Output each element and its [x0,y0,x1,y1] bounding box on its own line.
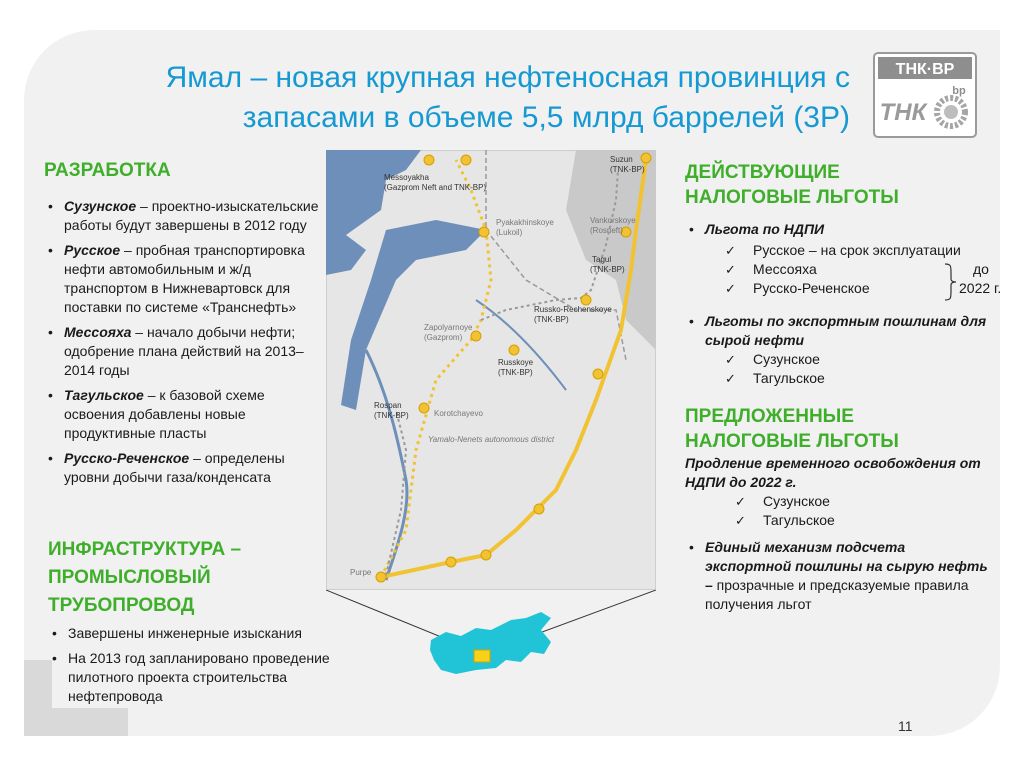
label-purpe: Purpe [350,568,372,577]
development-section [44,158,328,493]
list-item: • Сузунское – проектно-изыскательские работы будут завершены в 2012 году [44,197,328,235]
label-messoyakha: Messoyakha [384,173,429,182]
list-item: • Единый механизм подсчета экспортной пошлины на сырую нефть – прозрачные и предсказуемые правила получения льгот [685,538,995,614]
proposed-list [685,492,1015,530]
list-item: ✓ Тагульское [725,369,1015,388]
list-item: • Тагульское – к базовой схеме освоения добавлены новые продуктивные пласты [44,386,328,443]
logo-top-text: ТНК·ВР [895,61,955,78]
label-russkoye: Russkoye [498,358,534,367]
development-list [44,197,328,487]
infrastructure-list [48,624,338,706]
corner-decoration-bottom [24,708,128,736]
list-item: ✓ Мессояха [725,260,1015,279]
list-item: • Русское – пробная транспортировка нефти автомобильным и ж/д транспортом в Нижневартовск для поставки по системе «Транснефть» [44,241,328,317]
tnk-bp-logo [873,52,977,138]
list-item: ✓ Тагульское [735,511,1015,530]
export-list [685,350,1015,388]
yamal-map [326,150,656,590]
label-pyakakhinskoye: Pyakakhinskoye [496,218,554,227]
label-korotchayevo: Korotchayevo [434,409,483,418]
development-heading: РАЗРАБОТКА [44,160,171,181]
russia-shape [430,612,551,674]
label-russkoye-sub: (TNK-BP) [498,368,533,377]
current-tax-heading: ДЕЙСТВУЮЩИЕ НАЛОГОВЫЕ ЛЬГОТЫ [685,162,899,208]
label-zapolyarnoye-sub: (Gazprom) [424,333,463,342]
label-rospan: Rospan [374,401,402,410]
yamal-region-marker [474,650,490,662]
list-item: ✓ Русское – на срок эксплуатации [725,241,1015,260]
proposed-tax-heading: ПРЕДЛОЖЕННЫЕ НАЛОГОВЫЕ ЛЬГОТЫ [685,406,899,452]
infrastructure-list-wrap [48,624,338,712]
label-tagul-sub: (TNK-BP) [590,265,625,274]
russia-inset [326,590,656,690]
label-messoyakha-sub: (Gazprom Neft and TNK-BP) [384,183,487,192]
label-suzun-sub: (TNK-BP) [610,165,645,174]
list-item: • На 2013 год запланировано проведение пилотного проекта строительства нефтепровода [48,649,338,706]
year-label: 2022 г. [959,280,1002,296]
logo-bp-text: bp [952,85,966,97]
infrastructure-heading: ИНФРАСТРУКТУРА – ПРОМЫСЛОВЫЙ ТРУБОПРОВОД [48,539,242,616]
label-russko: Russko-Rechenskoye [534,305,612,314]
until-label: до [973,261,989,277]
label-vankorskoye: Vankorskoye [590,216,636,225]
tax-benefits-section [685,160,1015,620]
list-item: ✓ Сузунское [725,350,1015,369]
list-item: • Льгота по НДПИ [685,220,1015,239]
list-item: • Мессояха – начало добычи нефти; одобрение плана действий на 2013–2014 годы [44,323,328,380]
list-item: • Завершены инженерные изыскания [48,624,338,643]
slide-title: Ямал – новая крупная нефтеносная провинция с запасами в объеме 5,5 млрд баррелей (3Р) [165,61,850,134]
label-zapolyarnoye: Zapolyarnoye [424,323,473,332]
label-district: Yamalo-Nenets autonomous district [428,435,555,444]
page-number: 11 [898,718,913,734]
list-item: • Льготы по экспортным пошлинам для сырой нефти [685,312,995,350]
label-tagul: Tagul [592,255,612,264]
proposed-text: Продление временного освобождения от НДПИ до 2022 г. [685,455,981,490]
logo-mark-text: ТНК [879,99,927,126]
brace-icon [943,263,957,301]
label-suzun: Suzun [610,155,633,164]
list-item: ✓ Русско-Реченское [725,279,1015,298]
list-item: • Русско-Реченское – определены уровни добычи газа/конденсата [44,449,328,487]
infrastructure-section [48,536,318,620]
list-item: ✓ Сузунское [735,492,1015,511]
label-rospan-sub: (TNK-BP) [374,411,409,420]
label-pyakakhinskoye-sub: (Lukoil) [496,228,523,237]
ndpi-group [685,241,1015,298]
label-vankorskoye-sub: (Rosneft) [590,226,623,235]
label-russko-sub: (TNK-BP) [534,315,569,324]
